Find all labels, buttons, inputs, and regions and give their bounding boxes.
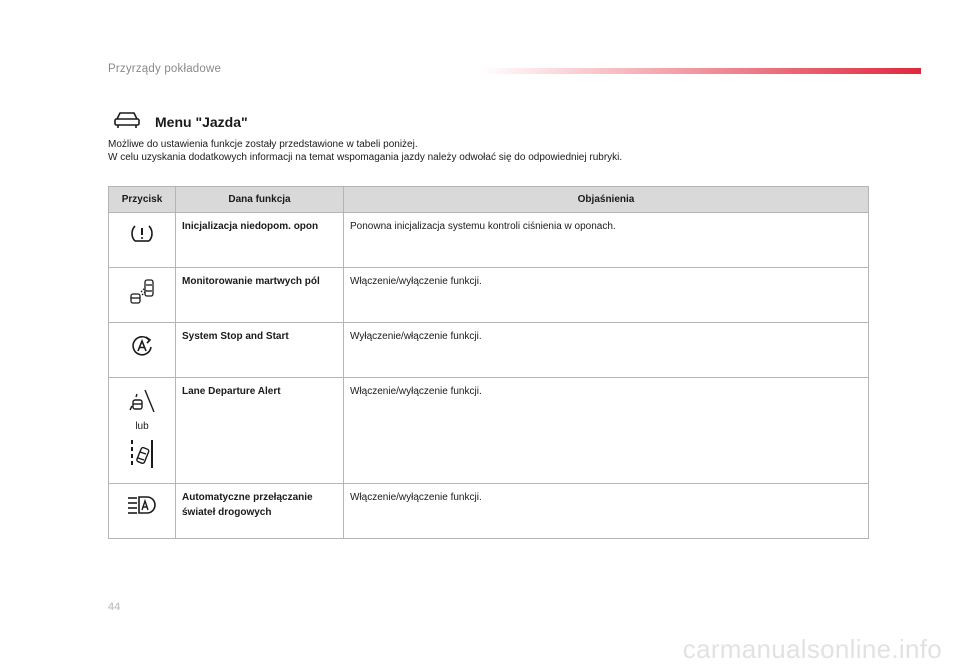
table-row — [109, 213, 869, 268]
table-header-row — [109, 187, 869, 213]
lane-departure-icon — [128, 406, 156, 417]
page-number: 44 — [108, 601, 121, 613]
function-description: Włączenie/wyłączenie funkcji. — [344, 378, 869, 484]
stop-start-icon — [129, 351, 155, 362]
column-header-description: Objaśnienia — [344, 187, 869, 213]
watermark: carmanualsonline.info — [682, 634, 942, 664]
function-name: Automatyczne przełączanie świateł drogowych — [176, 484, 344, 539]
lane-departure-alt-icon — [128, 462, 156, 473]
function-name: Monitorowanie martwych pól — [176, 268, 344, 323]
function-description: Ponowna inicjalizacja systemu kontroli ciśnienia w oponach. — [344, 213, 869, 268]
icon-cell — [109, 268, 176, 323]
icon-cell — [109, 213, 176, 268]
table-row — [109, 268, 869, 323]
column-header-button: Przycisk — [109, 187, 176, 213]
function-name: System Stop and Start — [176, 323, 344, 378]
function-name: Inicjalizacja niedopom. opon — [176, 213, 344, 268]
table-row — [109, 323, 869, 378]
section-heading — [113, 109, 248, 134]
icon-cell — [109, 378, 176, 484]
intro-text — [108, 138, 622, 164]
functions-table — [108, 186, 869, 539]
auto-high-beam-icon — [126, 508, 158, 519]
or-label: lub — [135, 421, 149, 432]
intro-line-2: W celu uzyskania dodatkowych informacji na temat wspomagania jazdy należy odwołać się do odpowiedniej rubryki. — [108, 152, 623, 163]
tyre-pressure-icon — [130, 237, 154, 248]
intro-line-1: Możliwe do ustawienia funkcje zostały przedstawione w tabeli poniżej. — [108, 139, 418, 150]
function-description: Włączenie/wyłączenie funkcji. — [344, 484, 869, 539]
table-row — [109, 484, 869, 539]
function-name: Lane Departure Alert — [176, 378, 344, 484]
car-icon — [113, 109, 141, 134]
header-title: Przyrządy pokładowe — [108, 63, 222, 75]
function-description: Włączenie/wyłączenie funkcji. — [344, 268, 869, 323]
header-accent-bar — [480, 68, 921, 74]
table-row — [109, 378, 869, 484]
icon-cell — [109, 323, 176, 378]
column-header-function: Dana funkcja — [176, 187, 344, 213]
section-title: Menu "Jazda" — [155, 113, 248, 130]
icon-cell — [109, 484, 176, 539]
blind-spot-icon — [128, 300, 156, 311]
function-description: Wyłączenie/włączenie funkcji. — [344, 323, 869, 378]
